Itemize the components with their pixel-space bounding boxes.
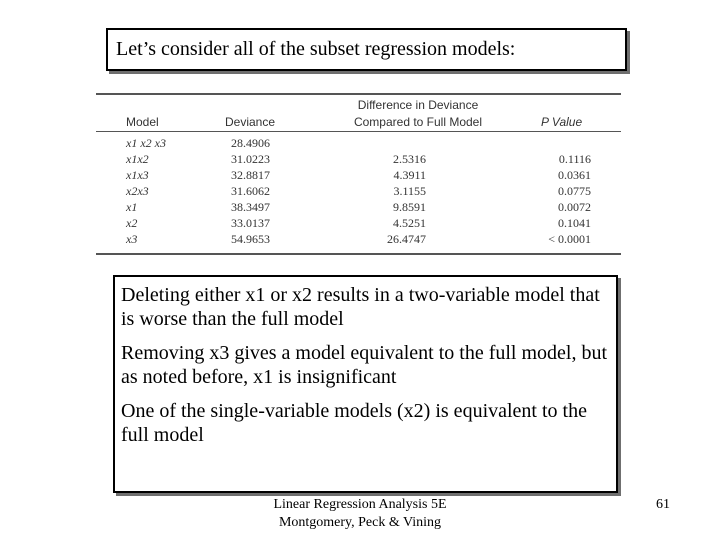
row-p-value: 0.0072 (558, 200, 591, 214)
row-deviance: 54.9653 (231, 232, 270, 246)
table-row (96, 216, 621, 231)
table-bottom-rule (96, 253, 621, 255)
row-p-value: < 0.0001 (548, 232, 591, 246)
table-row (96, 232, 621, 247)
note-item: One of the single-variable models (x2) is equivalent to the full model (121, 400, 587, 446)
header-p-value: P Value (541, 115, 583, 129)
header-difference-line2: Compared to Full Model (353, 115, 483, 129)
footer (250, 496, 470, 532)
row-model: x3 (126, 232, 138, 246)
notes-box (113, 275, 618, 493)
row-model: x1 x2 x3 (126, 136, 166, 150)
row-deviance: 31.6062 (231, 184, 270, 198)
slide-title (106, 28, 627, 71)
row-model: x1x3 (126, 168, 149, 182)
header-deviance: Deviance (225, 115, 276, 129)
row-p-value: 0.0361 (558, 168, 591, 182)
row-deviance: 28.4906 (231, 136, 270, 150)
row-difference: 26.4747 (387, 232, 426, 246)
table-row (96, 200, 621, 215)
row-difference: 4.3911 (393, 168, 426, 182)
note-item: Removing x3 gives a model equivalent to the full model, but as noted before, x1 is insignificant (121, 342, 608, 388)
row-model: x1x2 (126, 152, 149, 166)
table-row (96, 168, 621, 183)
row-difference: 3.1155 (393, 184, 426, 198)
page-number: 61 (656, 497, 670, 512)
subset-models-table (96, 93, 621, 255)
row-deviance: 38.3497 (231, 200, 270, 214)
table-row (96, 152, 621, 167)
row-difference: 4.5251 (393, 216, 426, 230)
table-header-rule (96, 131, 621, 132)
table-row (96, 184, 621, 199)
row-deviance: 31.0223 (231, 152, 270, 166)
row-difference: 2.5316 (393, 152, 426, 166)
footer-authors: Montgomery, Peck & Vining (278, 515, 442, 530)
table-row (96, 136, 621, 151)
row-deviance: 33.0137 (231, 216, 270, 230)
row-model: x2 (126, 216, 138, 230)
row-model: x2x3 (126, 184, 149, 198)
table-top-rule (96, 93, 621, 95)
slide-title-text: Let’s consider all of the subset regression models: (116, 38, 516, 60)
row-model: x1 (126, 200, 138, 214)
row-p-value: 0.0775 (558, 184, 591, 198)
header-difference-line1: Difference in Deviance (357, 98, 479, 112)
header-model: Model (126, 115, 159, 129)
footer-book-title: Linear Regression Analysis 5E (273, 497, 447, 512)
row-difference: 9.8591 (393, 200, 426, 214)
row-p-value: 0.1041 (558, 216, 591, 230)
note-item: Deleting either x1 or x2 results in a two-variable model that is worse than the full model (121, 284, 600, 330)
row-p-value: 0.1116 (558, 152, 591, 166)
row-deviance: 32.8817 (231, 168, 270, 182)
